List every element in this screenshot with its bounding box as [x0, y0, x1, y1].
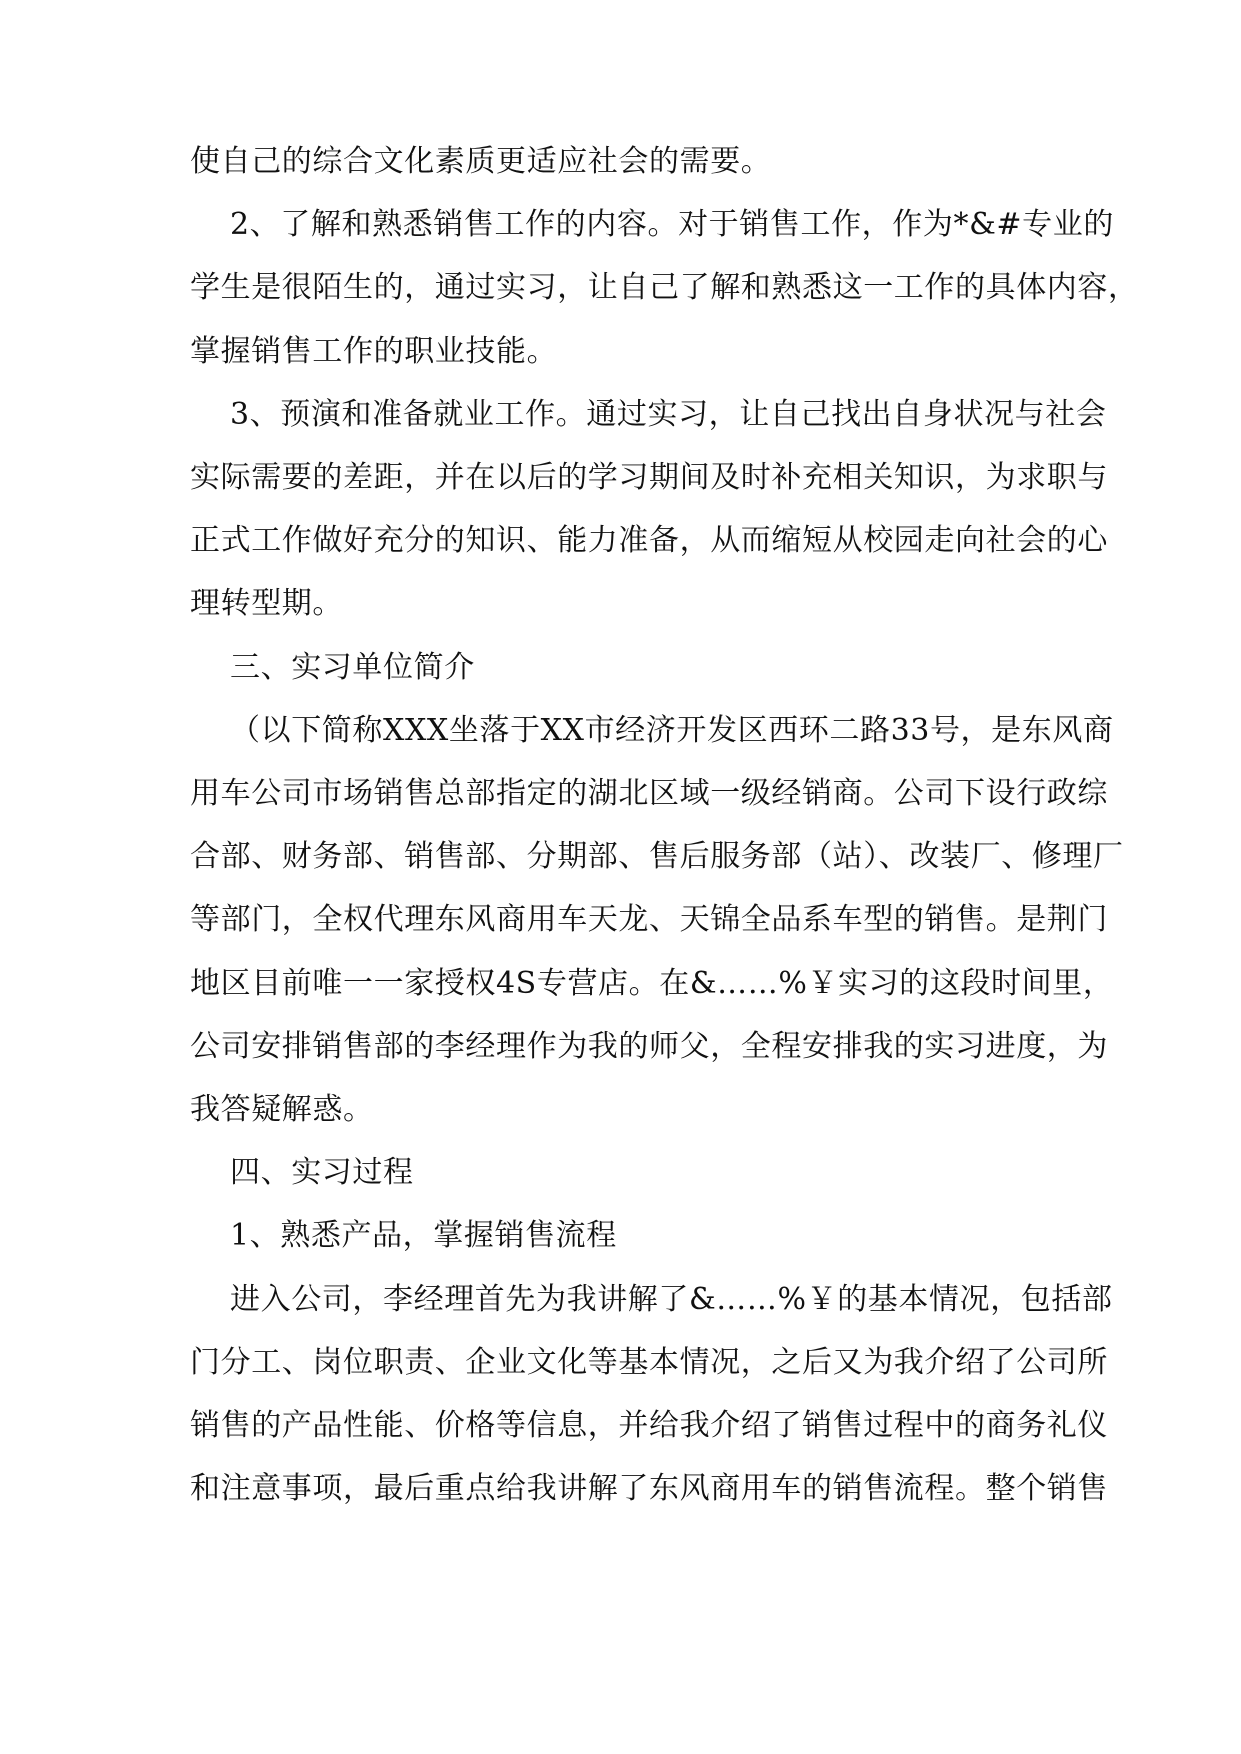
text-line: 正式工作做好充分的知识、能力准备，从而缩短从校园走向社会的心: [190, 523, 1108, 558]
text-line: 掌握销售工作的职业技能。: [190, 334, 558, 369]
text-line: 进入公司，李经理首先为我讲解了&……%￥的基本情况，包括部: [230, 1282, 1113, 1317]
text-line: 实际需要的差距，并在以后的学习期间及时补充相关知识，为求职与: [190, 460, 1108, 495]
text-line: 我答疑解惑。: [190, 1092, 374, 1127]
text-line: （以下简称XXX坐落于XX市经济开发区西环二路33号，是东风商: [230, 713, 1114, 748]
text-line: 销售的产品性能、价格等信息，并给我介绍了销售过程中的商务礼仪: [190, 1408, 1108, 1443]
text-line: 门分工、岗位职责、企业文化等基本情况，之后又为我介绍了公司所: [190, 1345, 1108, 1380]
section-heading: 三、实习单位简介: [230, 650, 475, 685]
text-line: 用车公司市场销售总部指定的湖北区域一级经销商。公司下设行政综: [190, 776, 1108, 811]
text-line: 学生是很陌生的，通过实习，让自己了解和熟悉这一工作的具体内容，: [190, 270, 1139, 305]
text-line: 和注意事项，最后重点给我讲解了东风商用车的销售流程。整个销售: [190, 1471, 1108, 1506]
text-line: 地区目前唯一一家授权4S专营店。在&……%￥实习的这段时间里，: [190, 966, 1114, 1001]
subsection-heading: 1、熟悉产品，掌握销售流程: [230, 1218, 617, 1253]
text-line: 合部、财务部、销售部、分期部、售后服务部（站）、改装厂、修理厂: [190, 839, 1124, 874]
text-line: 公司安排销售部的李经理作为我的师父，全程安排我的实习进度，为: [190, 1029, 1108, 1064]
section-heading: 四、实习过程: [230, 1155, 414, 1190]
text-line: 3、预演和准备就业工作。通过实习，让自己找出自身状况与社会: [230, 397, 1107, 432]
text-line: 2、了解和熟悉销售工作的内容。对于销售工作，作为*&#专业的: [230, 207, 1114, 242]
text-line: 理转型期。: [190, 586, 343, 621]
text-line: 使自己的综合文化素质更适应社会的需要。: [190, 144, 772, 179]
text-line: 等部门，全权代理东风商用车天龙、天锦全品系车型的销售。是荆门: [190, 902, 1108, 937]
